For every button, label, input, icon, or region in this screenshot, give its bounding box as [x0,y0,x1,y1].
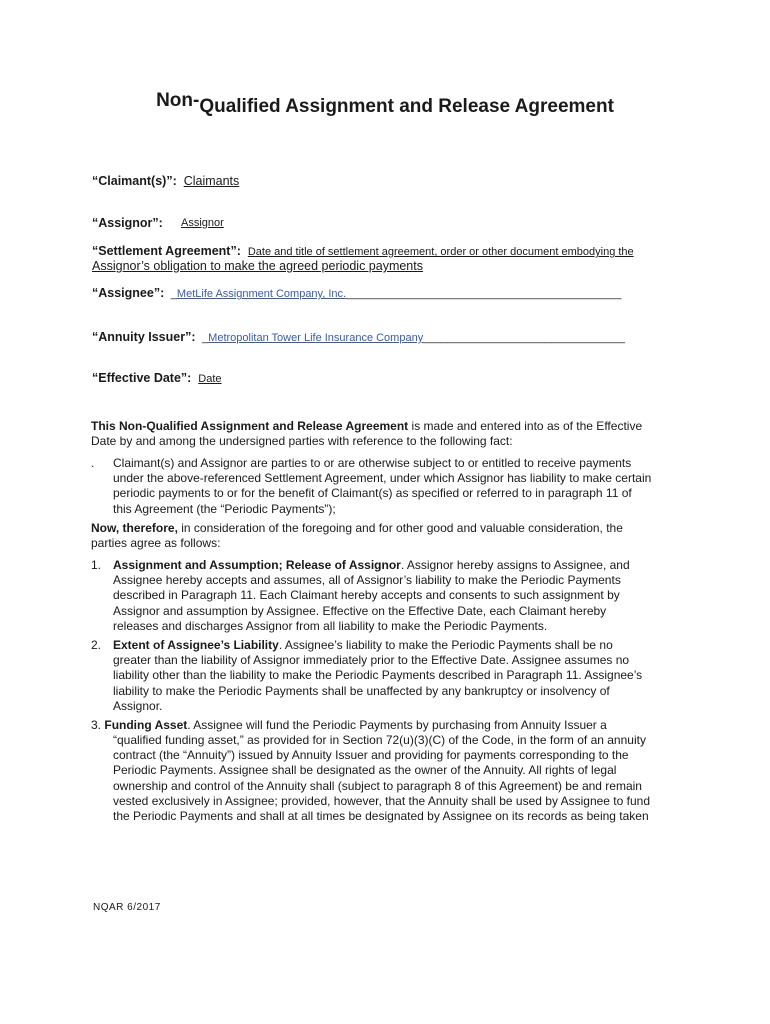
settlement-agreement-label: “Settlement Agreement”: [92,244,241,258]
therefore-bold: Now, therefore, [91,521,178,535]
claimants-label: “Claimant(s)”: [92,174,177,188]
section-2-number: 2. [91,638,102,652]
intro-line2: Date by and among the undersigned parties with reference to the following fact: [91,434,513,449]
intro-line1: is made and entered into as of the Effective [408,419,643,433]
section-2-line: Assignor. [113,698,163,713]
section-3-line: “qualified funding asset,” as provided for in Section 72(u)(3)(C) of the Code, in the form of an annuity [113,733,646,747]
claimants-value: Claimants [183,174,240,188]
assignee-field [92,286,621,300]
section-3-line: ownership and control of the Annuity shall (subject to paragraph 8 of this Agreement) be and remain [113,778,642,793]
title-part-1: Non- [156,90,200,111]
section-3-number: 3. [91,718,102,732]
annuity-issuer-trail-line: _________________________________ [423,332,626,344]
section-2-line: liability to make the Periodic Payments shall be unaffected by any bankruptcy or insolvency of [113,683,610,698]
section-3-line: contract (the “Annuity”) issued by Annuity Issuer and providing for payments corresponding to the [113,748,629,763]
section-1-line: Assignee hereby accepts and assumes, all of Assignor’s liability to make the Periodic Payments [113,573,621,588]
settlement-agreement-value-line2: Assignor’s obligation to make the agreed periodic payments [92,259,423,273]
assignee-label: “Assignee”: [92,286,165,300]
assignee-lead-line: _ [170,288,177,300]
section-1-line: . Assignor hereby assigns to Assignee, and [400,558,630,572]
annuity-issuer-label: “Annuity Issuer”: [92,330,196,344]
annuity-issuer-lead-line: _ [202,332,209,344]
annuity-issuer-value: Metropolitan Tower Life Insurance Company [208,332,424,344]
section-1-number: 1. [91,558,102,572]
effective-date-value: Date [198,373,222,385]
section-1-line: releases and discharges Assignor from all liability to make the Periodic Payments. [113,618,548,633]
document-title [0,90,770,118]
section-1-line: Assignor and assumption by Assignee. Effective on the Effective Date, each Claimant hereby [113,603,607,618]
fact-line: under the above-referenced Settlement Agreement, under which Assignor has liability to make certain [113,471,652,486]
fact-line: periodic payments to or for the benefit of Claimant(s) as specified or referred to in paragraph 11 of [113,486,632,501]
assignor-label: “Assignor”: [92,216,163,230]
fact-line: Claimant(s) and Assignor are parties to or are otherwise subject to or entitled to receive payments [113,456,632,470]
section-3-line: Periodic Payments. Assignee shall be designated as the owner of the Annuity. All rights of legal [113,763,617,778]
assignor-value: Assignor [181,217,224,229]
intro-paragraph [91,419,691,449]
claimants-field [92,174,239,188]
assignee-value: MetLife Assignment Company, Inc. [176,288,347,300]
section-3-line: vested exclusively in Assignee; provided, however, that the Annuity shall be used by Assignee to fund [113,793,651,808]
fact-paragraph [113,456,683,517]
section-3-line: the Periodic Payments and shall at all times be designated by Assignee on its records as being taken [113,809,649,824]
assignee-trail-line: _____________________________________________ [346,288,622,300]
section-3 [113,733,683,824]
assignor-field [92,216,224,230]
footer-code: NQAR 6/2017 [93,902,161,913]
section-3-first-line [91,718,691,733]
section-3-heading: Funding Asset [104,718,188,732]
annuity-issuer-field [92,330,625,344]
section-2 [113,638,683,714]
section-1-line: described in Paragraph 11. Each Claimant hereby accepts and consents to such assignment by [113,588,620,603]
fact-marker: . [91,456,95,470]
therefore-line2: parties agree as follows: [91,536,221,551]
fact-line: this Agreement (the “Periodic Payments”); [113,501,336,516]
section-1 [113,558,683,634]
section-3-line: . Assignee will fund the Periodic Payments by purchasing from Annuity Issuer a [187,718,607,732]
effective-date-label: “Effective Date”: [92,371,192,385]
therefore-paragraph [91,521,691,551]
section-2-line: liability other than the liability to make the Periodic Payments described in Paragraph 11. Assignee’s [113,668,643,683]
effective-date-field [92,371,222,385]
section-1-heading: Assignment and Assumption; Release of Assignor [113,558,401,572]
intro-bold: This Non-Qualified Assignment and Release Agreement [91,419,409,433]
therefore-line1: in consideration of the foregoing and for other good and valuable consideration, the [177,521,623,535]
section-2-line: greater than the liability of Assignor immediately prior to the Effective Date. Assignee assumes no [113,653,630,668]
section-2-heading: Extent of Assignee’s Liability [113,638,279,652]
settlement-agreement-field [92,244,634,258]
title-part-2: Qualified Assignment and Release Agreement [199,96,614,117]
settlement-agreement-value-line1: Date and title of settlement agreement, order or other document embodying the [247,246,634,258]
section-2-line: . Assignee’s liability to make the Periodic Payments shall be no [278,638,613,652]
